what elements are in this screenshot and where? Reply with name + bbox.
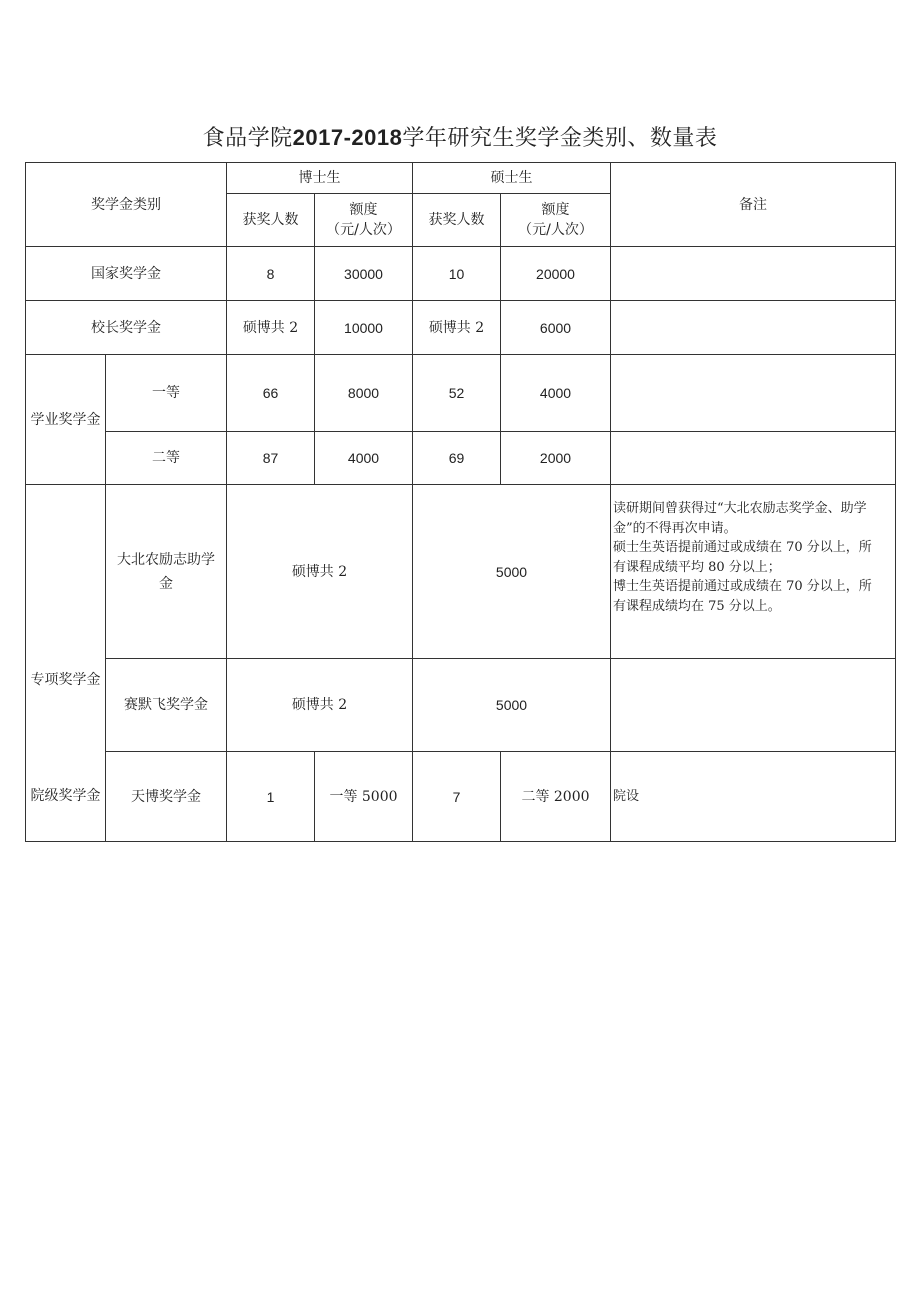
dabeinong-label	[106, 485, 227, 659]
academic-first-note	[611, 355, 896, 432]
header-phd-amount-line1: 额度	[349, 202, 378, 218]
dabeinong-note-line-6: 有课程成绩均在 75 分以上。	[613, 598, 781, 614]
dabeinong-count: 硕博共 2	[227, 485, 413, 659]
academic-second-master-count: 69	[413, 432, 501, 485]
table-row	[26, 301, 896, 355]
table-row	[26, 355, 896, 432]
academic-second-phd-count: 87	[227, 432, 315, 485]
title-suffix: 学年研究生奖学金类别、数量表	[402, 126, 718, 151]
thermo-count: 硕博共 2	[227, 659, 413, 752]
thermo-amount: 5000	[413, 659, 611, 752]
academic-second-note	[611, 432, 896, 485]
header-master-count: 获奖人数	[413, 194, 501, 247]
header-master-amount-line1: 额度	[541, 202, 570, 218]
dabeinong-label-text: 大北农励志助学金	[117, 551, 215, 592]
president-master-count: 硕博共 2	[413, 301, 501, 355]
academic-first-master-count: 52	[413, 355, 501, 432]
president-master-amount: 6000	[501, 301, 611, 355]
tianbo-note: 院设	[611, 752, 896, 842]
table-row	[26, 752, 896, 842]
national-note	[611, 247, 896, 301]
dabeinong-note	[611, 485, 896, 659]
academic-first-phd-count: 66	[227, 355, 315, 432]
tianbo-master-amount: 二等 2000	[501, 752, 611, 842]
national-phd-amount: 30000	[315, 247, 413, 301]
dabeinong-note-line-4: 有课程成绩平均 80 分以上；	[613, 559, 781, 575]
header-master-amount	[501, 194, 611, 247]
header-remarks: 备注	[611, 163, 896, 247]
tianbo-phd-count: 1	[227, 752, 315, 842]
academic-group-label: 学业奖学金	[26, 355, 106, 485]
president-phd-amount: 10000	[315, 301, 413, 355]
table-row	[26, 432, 896, 485]
header-master: 硕士生	[413, 163, 611, 194]
dabeinong-note-line-3: 硕士生英语提前通过或成绩在 70 分以上，所	[613, 540, 872, 555]
academic-second-phd-amount: 4000	[315, 432, 413, 485]
president-phd-count: 硕博共 2	[227, 301, 315, 355]
academic-first-master-amount: 4000	[501, 355, 611, 432]
header-phd-amount	[315, 194, 413, 247]
header-phd: 博士生	[227, 163, 413, 194]
tianbo-phd-amount: 一等 5000	[315, 752, 413, 842]
dabeinong-note-line-1: 读研期间曾获得过“大北农励志奖学金、助学	[613, 501, 867, 516]
academic-second-master-amount: 2000	[501, 432, 611, 485]
national-label: 国家奖学金	[26, 247, 227, 301]
academic-first-label: 一等	[106, 355, 227, 432]
table-row	[26, 659, 896, 752]
page-title	[0, 121, 920, 152]
scholarship-table	[25, 162, 896, 842]
academic-second-label: 二等	[106, 432, 227, 485]
special-group-label	[26, 485, 106, 752]
header-master-amount-line2: （元/人次）	[518, 222, 593, 238]
dabeinong-note-line-2: 金”的不得再次申请。	[613, 520, 737, 536]
table-row	[26, 485, 896, 659]
header-row-1	[26, 163, 896, 194]
header-phd-amount-line2: （元/人次）	[326, 222, 401, 238]
thermo-note	[611, 659, 896, 752]
title-prefix: 食品学院	[202, 126, 293, 151]
academic-first-phd-amount: 8000	[315, 355, 413, 432]
special-group-text: 专项奖学金	[30, 671, 101, 688]
header-phd-count: 获奖人数	[227, 194, 315, 247]
thermo-label: 赛默飞奖学金	[106, 659, 227, 752]
national-phd-count: 8	[227, 247, 315, 301]
header-category: 奖学金类别	[26, 163, 227, 247]
dabeinong-amount: 5000	[413, 485, 611, 659]
national-master-amount: 20000	[501, 247, 611, 301]
tianbo-label: 天博奖学金	[106, 752, 227, 842]
dabeinong-note-line-5: 博士生英语提前通过或成绩在 70 分以上，所	[613, 579, 872, 594]
college-group-label: 院级奖学金	[26, 752, 106, 842]
president-label: 校长奖学金	[26, 301, 227, 355]
president-note	[611, 301, 896, 355]
tianbo-master-count: 7	[413, 752, 501, 842]
table-row	[26, 247, 896, 301]
title-years: 2017-2018	[292, 125, 403, 150]
national-master-count: 10	[413, 247, 501, 301]
